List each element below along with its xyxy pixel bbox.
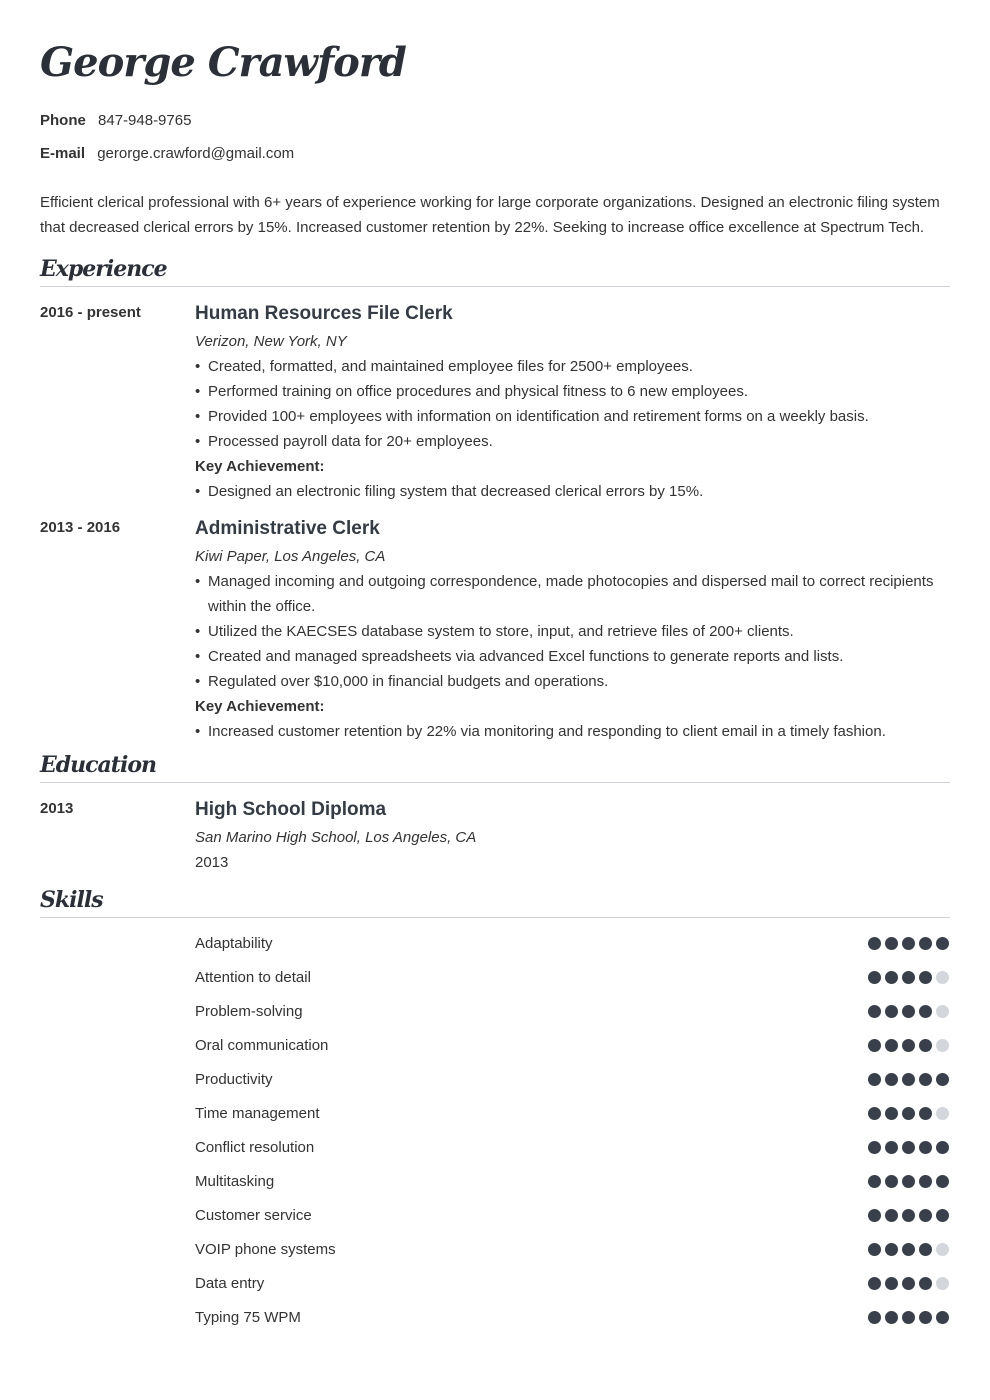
skill-row <box>195 1130 950 1164</box>
filled-dot-icon <box>919 937 932 950</box>
filled-dot-icon <box>868 1141 881 1154</box>
skill-name: Adaptability <box>195 934 273 952</box>
filled-dot-icon <box>936 1311 949 1324</box>
degree-title: High School Diploma <box>195 799 387 820</box>
experience-entry <box>40 299 950 504</box>
filled-dot-icon <box>902 1243 915 1256</box>
filled-dot-icon <box>902 1277 915 1290</box>
skill-level-dots <box>868 1243 949 1256</box>
filled-dot-icon <box>885 1005 898 1018</box>
skill-level-dots <box>868 1073 949 1086</box>
filled-dot-icon <box>868 1073 881 1086</box>
phone-label: Phone <box>40 112 86 129</box>
filled-dot-icon <box>919 1141 932 1154</box>
key-achievement-label: Key Achievement: <box>195 458 325 475</box>
skills-list <box>195 918 950 1334</box>
filled-dot-icon <box>919 1005 932 1018</box>
filled-dot-icon <box>919 1073 932 1086</box>
graduation-year: 2013 <box>195 854 229 871</box>
filled-dot-icon <box>868 1039 881 1052</box>
education-heading: Education <box>40 752 156 778</box>
skill-level-dots <box>868 1005 949 1018</box>
education-dates: 2013 <box>40 800 74 817</box>
experience-heading: Experience <box>40 256 167 282</box>
experience-list <box>40 287 950 744</box>
filled-dot-icon <box>885 1175 898 1188</box>
job-bullet: • Managed incoming and outgoing correspondence, made photocopies and dispersed mail to correct recipients within the office. <box>195 569 950 619</box>
email-row <box>40 145 950 178</box>
skill-name: Conflict resolution <box>195 1138 315 1156</box>
job-dates: 2013 - 2016 <box>40 519 121 536</box>
job-bullet: • Processed payroll data for 20+ employees. <box>195 429 950 454</box>
skill-name: Time management <box>195 1104 320 1122</box>
filled-dot-icon <box>919 1039 932 1052</box>
school-name: San Marino High School, Los Angeles, CA <box>195 829 477 846</box>
filled-dot-icon <box>936 937 949 950</box>
filled-dot-icon <box>868 971 881 984</box>
empty-dot-icon <box>936 1039 949 1052</box>
experience-entry <box>40 514 950 744</box>
filled-dot-icon <box>919 1243 932 1256</box>
filled-dot-icon <box>885 1243 898 1256</box>
filled-dot-icon <box>902 1107 915 1120</box>
skill-row <box>195 1198 950 1232</box>
skill-row <box>195 994 950 1028</box>
filled-dot-icon <box>868 1209 881 1222</box>
filled-dot-icon <box>902 1073 915 1086</box>
filled-dot-icon <box>868 937 881 950</box>
email-label: E-mail <box>40 145 86 162</box>
skill-level-dots <box>868 971 949 984</box>
filled-dot-icon <box>936 1175 949 1188</box>
job-bullets <box>195 354 950 454</box>
filled-dot-icon <box>885 1277 898 1290</box>
filled-dot-icon <box>868 1175 881 1188</box>
skill-row <box>195 1096 950 1130</box>
skill-name: Multitasking <box>195 1172 275 1190</box>
skill-level-dots <box>868 937 949 950</box>
skill-row <box>195 1062 950 1096</box>
filled-dot-icon <box>919 1107 932 1120</box>
skill-name: Customer service <box>195 1206 312 1224</box>
job-bullet: • Created and managed spreadsheets via advanced Excel functions to generate reports and lists. <box>195 644 950 669</box>
filled-dot-icon <box>936 1209 949 1222</box>
filled-dot-icon <box>902 1209 915 1222</box>
candidate-name: George Crawford <box>40 39 406 86</box>
filled-dot-icon <box>868 1277 881 1290</box>
filled-dot-icon <box>919 1311 932 1324</box>
filled-dot-icon <box>885 971 898 984</box>
filled-dot-icon <box>902 1311 915 1324</box>
empty-dot-icon <box>936 1107 949 1120</box>
empty-dot-icon <box>936 1243 949 1256</box>
skill-row <box>195 1300 950 1334</box>
skill-row <box>195 1266 950 1300</box>
phone-value: 847-948-9765 <box>98 112 192 129</box>
skill-row <box>195 1164 950 1198</box>
skill-level-dots <box>868 1141 949 1154</box>
job-title: Administrative Clerk <box>195 518 380 539</box>
empty-dot-icon <box>936 1005 949 1018</box>
job-bullet: • Performed training on office procedures and physical fitness to 6 new employees. <box>195 379 950 404</box>
skills-heading: Skills <box>40 887 103 913</box>
job-bullet: • Utilized the KAECSES database system to store, input, and retrieve files of 200+ clients. <box>195 619 950 644</box>
education-list <box>40 783 950 875</box>
job-company: Verizon, New York, NY <box>195 333 347 350</box>
skill-level-dots <box>868 1107 949 1120</box>
phone-row <box>40 112 950 145</box>
job-dates: 2016 - present <box>40 304 141 321</box>
filled-dot-icon <box>936 1141 949 1154</box>
skill-name: Attention to detail <box>195 968 311 986</box>
filled-dot-icon <box>902 1039 915 1052</box>
skill-name: Problem-solving <box>195 1002 303 1020</box>
skill-row <box>195 926 950 960</box>
filled-dot-icon <box>885 1073 898 1086</box>
education-entry <box>40 795 950 875</box>
filled-dot-icon <box>868 1107 881 1120</box>
filled-dot-icon <box>885 1311 898 1324</box>
skill-name: Typing 75 WPM <box>195 1308 301 1326</box>
filled-dot-icon <box>919 1175 932 1188</box>
empty-dot-icon <box>936 1277 949 1290</box>
email-value: gerorge.crawford@gmail.com <box>97 145 295 162</box>
experience-section <box>40 252 950 744</box>
skill-row <box>195 1028 950 1062</box>
filled-dot-icon <box>902 971 915 984</box>
filled-dot-icon <box>885 1141 898 1154</box>
education-section <box>40 748 950 875</box>
filled-dot-icon <box>919 1209 932 1222</box>
achievement-bullets <box>195 479 950 504</box>
skill-name: Data entry <box>195 1274 265 1292</box>
empty-dot-icon <box>936 971 949 984</box>
job-details <box>195 299 950 504</box>
skill-row <box>195 1232 950 1266</box>
key-achievement-label: Key Achievement: <box>195 698 325 715</box>
filled-dot-icon <box>868 1311 881 1324</box>
filled-dot-icon <box>902 1175 915 1188</box>
skill-level-dots <box>868 1209 949 1222</box>
achievement-bullet: • Increased customer retention by 22% via monitoring and responding to client email in a timely fashion. <box>195 719 950 744</box>
filled-dot-icon <box>902 937 915 950</box>
skill-name: VOIP phone systems <box>195 1240 336 1258</box>
job-bullet: • Provided 100+ employees with information on identification and retirement forms on a weekly basis. <box>195 404 950 429</box>
filled-dot-icon <box>919 971 932 984</box>
achievement-bullet: • Designed an electronic filing system that decreased clerical errors by 15%. <box>195 479 950 504</box>
filled-dot-icon <box>902 1141 915 1154</box>
filled-dot-icon <box>885 1107 898 1120</box>
skill-level-dots <box>868 1311 949 1324</box>
job-bullet: • Created, formatted, and maintained employee files for 2500+ employees. <box>195 354 950 379</box>
job-details <box>195 514 950 744</box>
education-details <box>195 795 950 875</box>
filled-dot-icon <box>936 1073 949 1086</box>
skill-level-dots <box>868 1175 949 1188</box>
filled-dot-icon <box>868 1243 881 1256</box>
filled-dot-icon <box>885 1209 898 1222</box>
filled-dot-icon <box>885 937 898 950</box>
job-title: Human Resources File Clerk <box>195 303 453 324</box>
filled-dot-icon <box>868 1005 881 1018</box>
skills-section <box>40 883 950 1334</box>
skill-name: Oral communication <box>195 1036 329 1054</box>
summary-text: Efficient clerical professional with 6+ years of experience working for large corporate organizations. Designed an electronic filing system that decreased clerical errors by 15%. Increased customer retention by 22%. Seeking to increase office excellence at Spectrum Tech. <box>40 194 940 236</box>
job-company: Kiwi Paper, Los Angeles, CA <box>195 548 386 565</box>
skill-level-dots <box>868 1277 949 1290</box>
job-bullets <box>195 569 950 694</box>
filled-dot-icon <box>902 1005 915 1018</box>
filled-dot-icon <box>885 1039 898 1052</box>
filled-dot-icon <box>919 1277 932 1290</box>
skill-level-dots <box>868 1039 949 1052</box>
skill-row <box>195 960 950 994</box>
skill-name: Productivity <box>195 1070 273 1088</box>
achievement-bullets <box>195 719 950 744</box>
job-bullet: • Regulated over $10,000 in financial budgets and operations. <box>195 669 950 694</box>
